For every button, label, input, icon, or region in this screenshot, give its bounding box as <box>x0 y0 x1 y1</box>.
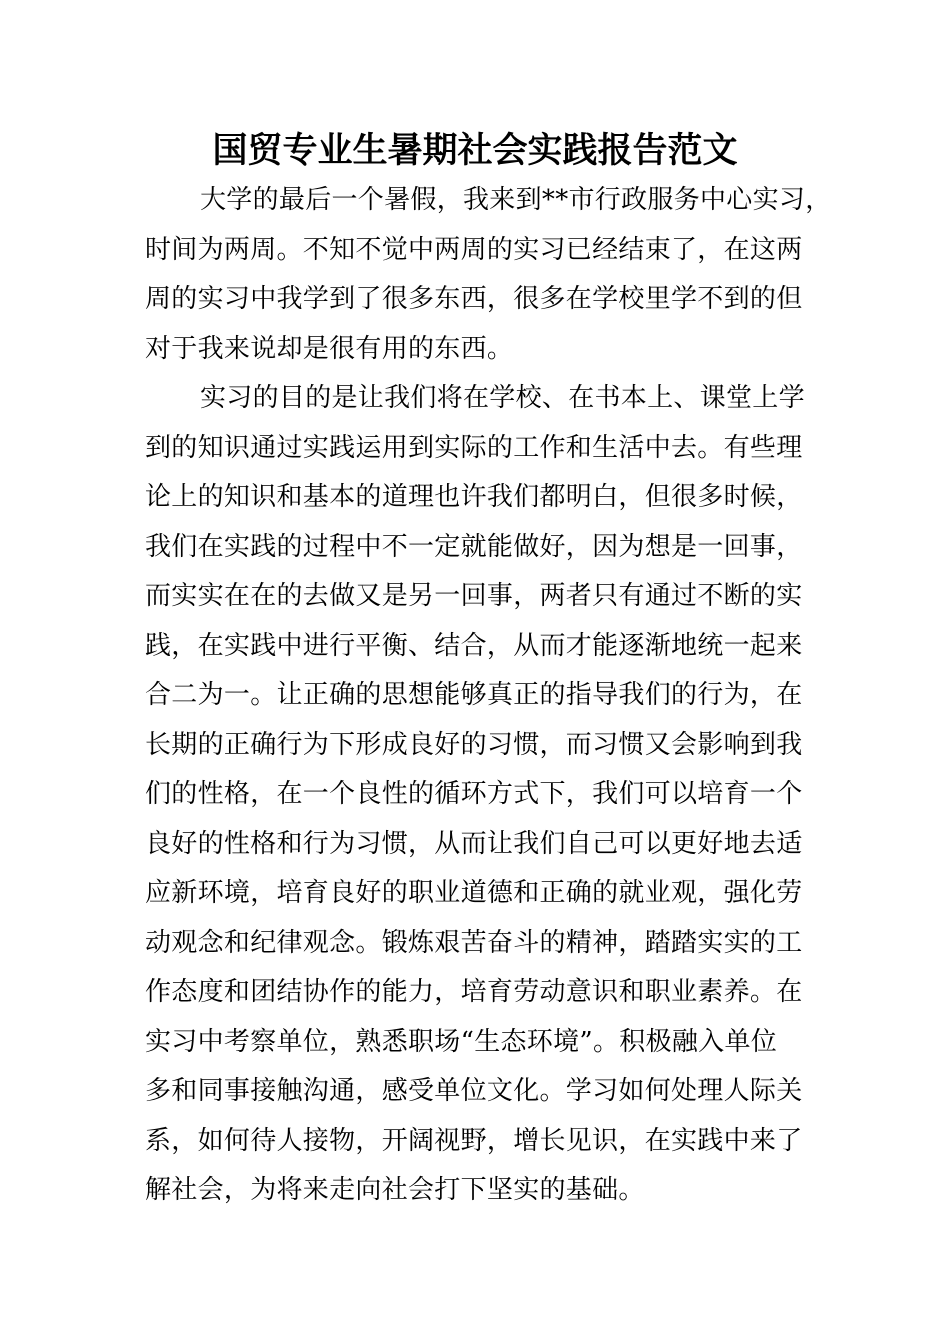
paragraph-line: 解社会，为将来走向社会打下坚实的基础。 <box>145 1175 645 1205</box>
paragraph-line: 长期的正确行为下形成良好的习惯，而习惯又会影响到我 <box>145 729 803 760</box>
paragraph-line: 良好的性格和行为习惯，从而让我们自己可以更好地去适 <box>145 828 803 859</box>
paragraph-line: 而实实在在的去做又是另一回事，两者只有通过不断的实 <box>145 581 803 611</box>
paragraph-line: 多和同事接触沟通，感受单位文化。学习如何处理人际关 <box>145 1076 803 1106</box>
paragraph-line: 合二为一。让正确的思想能够真正的指导我们的行为，在 <box>145 680 803 710</box>
paragraph-line: 应新环境，培育良好的职业道德和正确的就业观，强化劳 <box>145 878 803 908</box>
paragraph-2 <box>145 374 825 1216</box>
paragraph-line: 践，在实践中进行平衡、结合，从而才能逐渐地统一起来 <box>145 630 803 661</box>
paragraph-line: 到的知识通过实践运用到实际的工作和生活中去。有些理 <box>145 432 803 463</box>
paragraph-line: 大学的最后一个暑假，我来到**市行政服务中心实习， <box>200 185 832 215</box>
paragraph-line: 对于我来说却是很有用的东西。 <box>145 333 514 364</box>
paragraph-line: 系，如何待人接物，开阔视野，增长见识，在实践中来了 <box>145 1125 803 1156</box>
document-title: 国贸专业生暑期社会实践报告范文 <box>212 130 738 171</box>
paragraph-line: 实习中考察单位，熟悉职场“生态环境”。积极融入单位 <box>145 1026 778 1057</box>
paragraph-line: 周的实习中我学到了很多东西，很多在学校里学不到的但 <box>145 284 803 314</box>
paragraph-line: 我们在实践的过程中不一定就能做好，因为想是一回事， <box>145 531 803 562</box>
paragraph-line: 论上的知识和基本的道理也许我们都明白，但很多时候， <box>145 482 803 512</box>
paragraph-1 <box>145 176 832 374</box>
paragraph-line: 作态度和团结协作的能力，培育劳动意识和职业素养。在 <box>145 977 803 1007</box>
paragraph-line: 时间为两周。不知不觉中两周的实习已经结束了，在这两 <box>145 234 803 265</box>
paragraph-line: 们的性格，在一个良性的循环方式下，我们可以培育一个 <box>145 779 803 809</box>
paragraph-line: 实习的目的是让我们将在学校、在书本上、课堂上学 <box>200 383 805 413</box>
paragraph-line: 动观念和纪律观念。锻炼艰苦奋斗的精神，踏踏实实的工 <box>145 927 803 958</box>
